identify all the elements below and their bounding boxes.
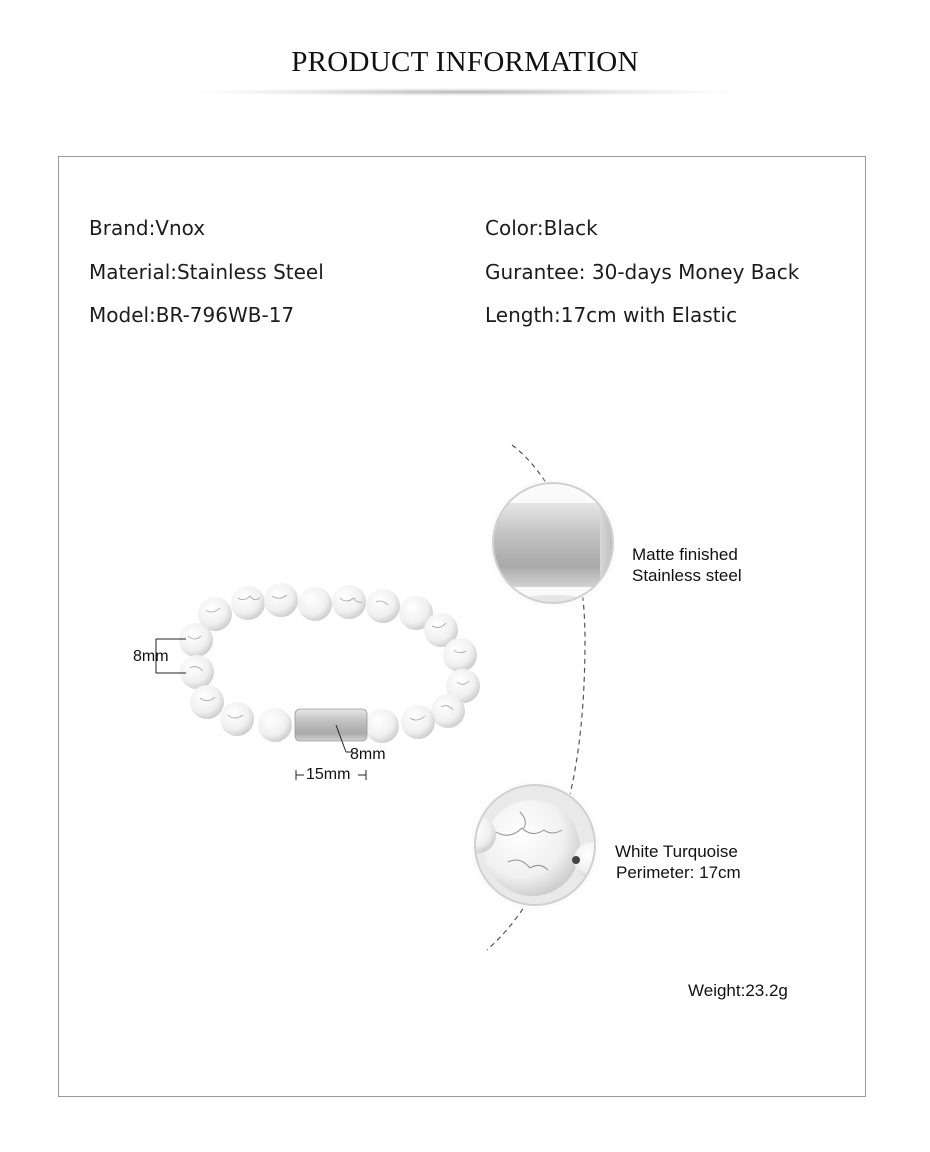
spec-guarantee: Gurantee: 30-days Money Back	[485, 260, 800, 284]
spec-model: Model:BR-796WB-17	[89, 303, 295, 327]
bead	[180, 655, 214, 689]
bead	[179, 623, 213, 657]
bead	[443, 638, 477, 672]
bead	[431, 694, 465, 728]
steel-zoom-circle	[480, 477, 630, 611]
bead	[190, 685, 224, 719]
spec-brand: Brand:Vnox	[89, 216, 206, 240]
weight-label: Weight:23.2g	[688, 981, 788, 1000]
bead	[401, 705, 435, 739]
stone-callout-line1: White Turquoise	[615, 842, 738, 861]
turquoise-zoom-circle	[460, 779, 610, 911]
bead	[220, 702, 254, 736]
bead	[298, 587, 332, 621]
spec-material: Material:Stainless Steel	[89, 260, 324, 284]
steel-callout-line1: Matte finished	[632, 545, 738, 564]
bead	[366, 589, 400, 623]
page-title: PRODUCT INFORMATION	[291, 46, 639, 78]
spec-color: Color:Black	[485, 216, 598, 240]
bead-size-label: 8mm	[133, 648, 169, 665]
spec-length: Length:17cm with Elastic	[485, 303, 738, 327]
bracelet	[179, 583, 480, 743]
steel-tube	[295, 709, 367, 741]
bead	[231, 586, 265, 620]
stone-callout-line2: Perimeter: 17cm	[616, 863, 741, 882]
bead	[258, 708, 292, 742]
tube-diameter-label: 8mm	[350, 746, 386, 763]
bead	[264, 583, 298, 617]
steel-callout-line2: Stainless steel	[632, 566, 742, 585]
tube-length-label: 15mm	[306, 766, 351, 783]
bead	[365, 709, 399, 743]
